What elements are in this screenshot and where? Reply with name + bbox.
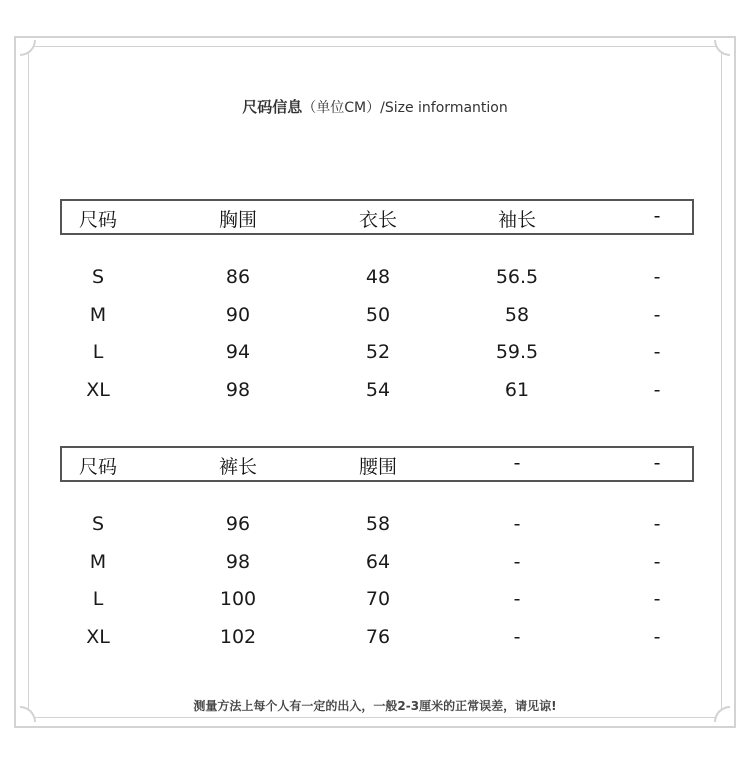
table-cell: - [513,626,521,648]
table-cell: 94 [225,341,251,363]
column-header: 袖长 [497,209,536,231]
table-cell: L [92,588,104,610]
column-header: 裤长 [218,456,257,478]
table-cell: XL [86,379,110,401]
table-cell: XL [86,626,110,648]
table-cell: 96 [225,513,251,535]
table-cell: - [653,341,661,363]
table-cell: 100 [219,588,257,610]
table-cell: - [653,304,661,326]
table-cell: - [653,551,661,573]
column-header: 胸围 [218,209,257,231]
title-english: /Size informantion [380,100,508,116]
table-cell: 76 [365,626,391,648]
table-cell: 58 [365,513,391,535]
table-cell: - [513,588,521,610]
table-cell: - [653,379,661,401]
table-cell: - [513,551,521,573]
table-cell: - [653,588,661,610]
column-header: - [653,452,661,474]
table-cell: 50 [365,304,391,326]
title-main: 尺码信息 [242,98,303,116]
table-cell: M [89,304,107,326]
table-cell: M [89,551,107,573]
table-cell: 102 [219,626,257,648]
table-cell: 98 [225,551,251,573]
table-cell: 98 [225,379,251,401]
table-cell: S [91,266,105,288]
column-header: 尺码 [78,456,117,478]
title-unit: （单位CM） [302,100,381,116]
table-cell: - [513,513,521,535]
column-header: 尺码 [78,209,117,231]
table-cell: 48 [365,266,391,288]
table-cell: - [653,513,661,535]
table-cell: S [91,513,105,535]
table-cell: 61 [504,379,530,401]
column-header: - [513,452,521,474]
table-cell: 90 [225,304,251,326]
table-cell: 58 [504,304,530,326]
table-cell: L [92,341,104,363]
table-cell: 54 [365,379,391,401]
column-header: 腰围 [358,456,397,478]
table-cell: 56.5 [495,266,539,288]
table-cell: - [653,266,661,288]
table-cell: 70 [365,588,391,610]
table-cell: 52 [365,341,391,363]
measurement-note: 测量方法上每个人有一定的出入，一般2-3厘米的正常误差，请见谅! [193,699,557,713]
table-cell: 64 [365,551,391,573]
table-cell: 59.5 [495,341,539,363]
table-cell: 86 [225,266,251,288]
page-title [0,96,750,117]
column-header: - [653,205,661,227]
table-cell: - [653,626,661,648]
column-header: 衣长 [358,209,397,231]
